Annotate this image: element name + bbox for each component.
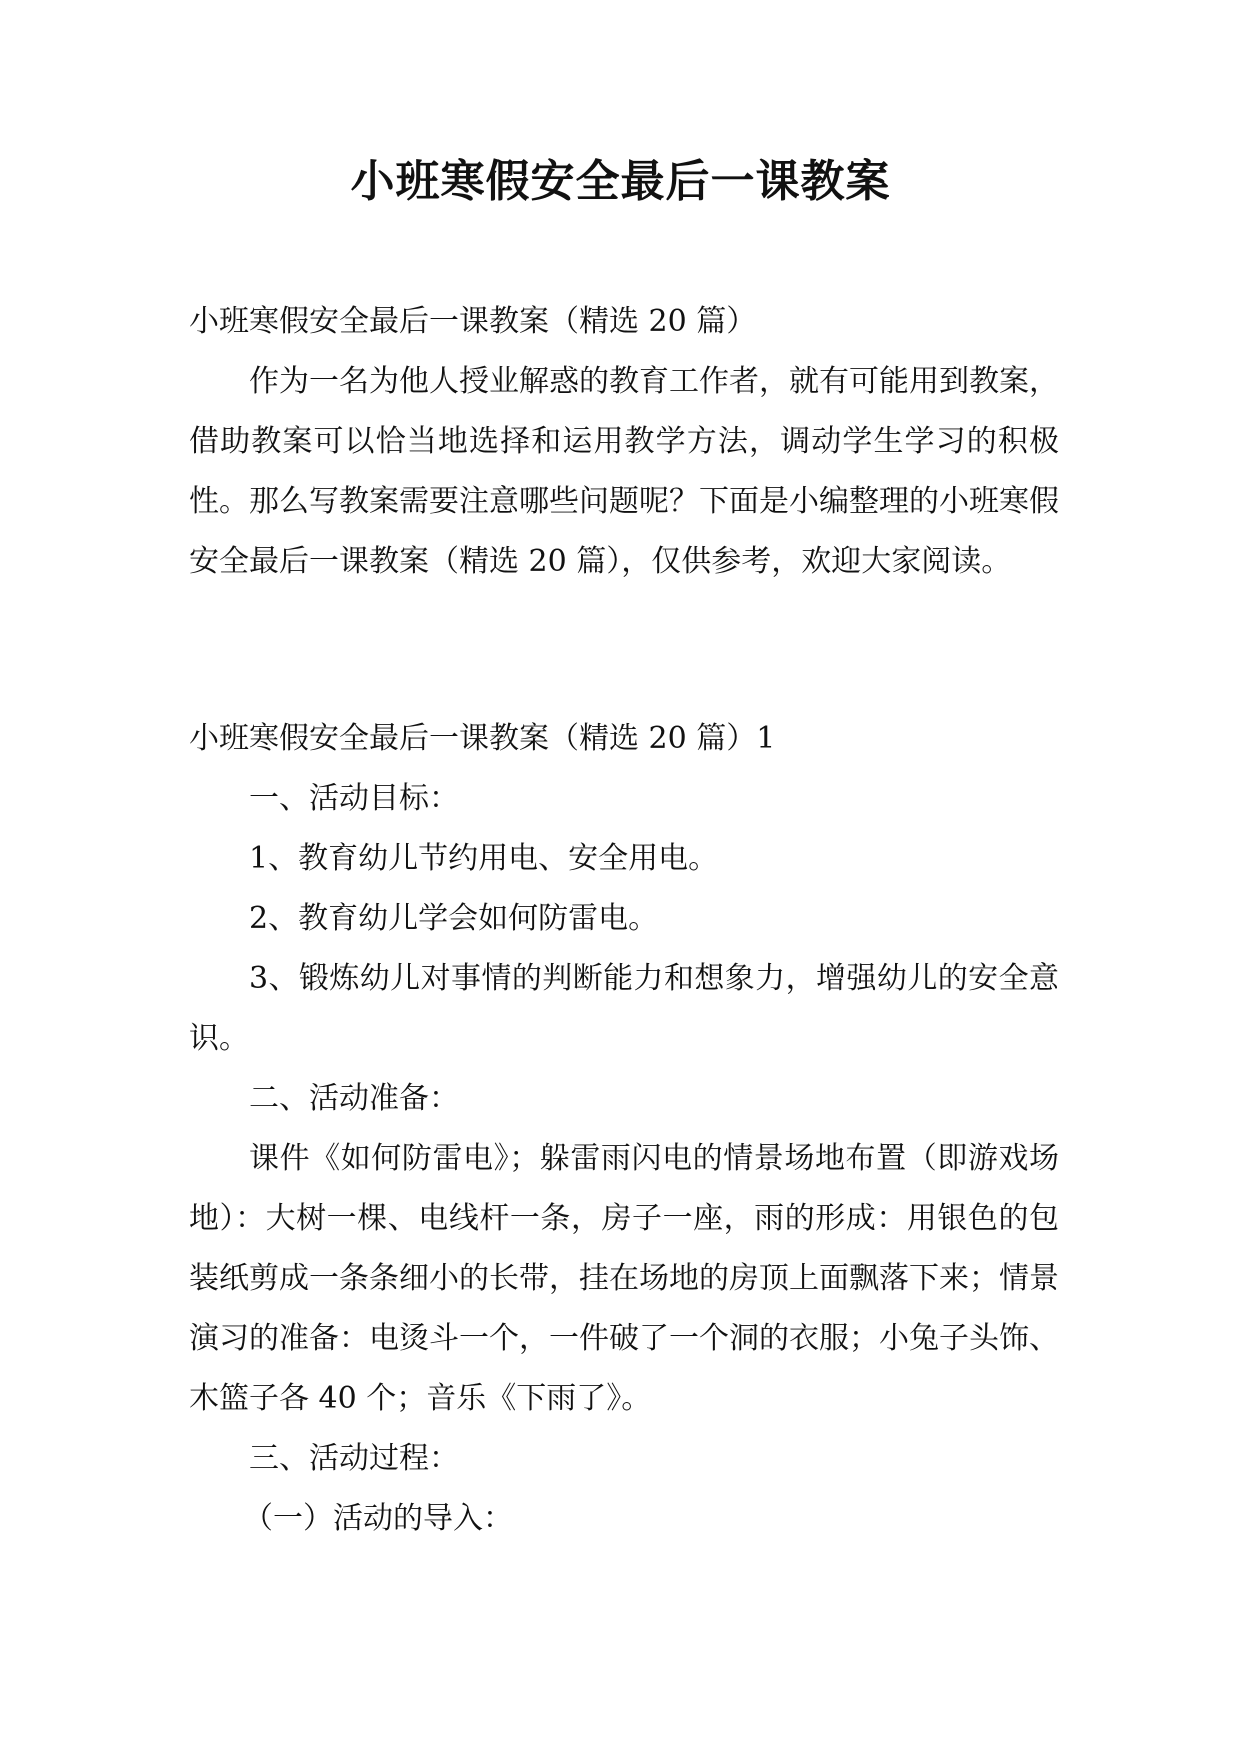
process-step-1: （一）活动的导入： <box>243 1501 513 1536</box>
section-spacer <box>189 592 1059 709</box>
preparation-paragraph: 课件《如何防雷电》；躲雷雨闪电的情景场地布置（即游戏场地）：大树一棵、电线杆一条，房子一座，雨的形成：用银色的包装纸剪成一条条细小的长带，挂在场地的房顶上面飘落下来；情景演习的准备：电烫斗一个，一件破了一个洞的衣服；小兔子头饰、木篮子各 40 个；音乐《下雨了》。 <box>189 1141 1059 1416</box>
heading-activity-preparation: 二、活动准备： <box>249 1081 459 1116</box>
goal-item-1: 1、教育幼儿节约用电、安全用电。 <box>249 841 719 876</box>
section-title: 小班寒假安全最后一课教案（精选 20 篇）1 <box>189 721 776 756</box>
heading-activity-goals: 一、活动目标： <box>249 781 459 816</box>
heading-activity-process: 三、活动过程： <box>249 1441 459 1476</box>
intro-paragraph: 作为一名为他人授业解惑的教育工作者，就有可能用到教案，借助教案可以恰当地选择和运用教学方法，调动学生学习的积极性。那么写教案需要注意哪些问题呢？下面是小编整理的小班寒假安全最后一课教案（精选 20 篇），仅供参考，欢迎大家阅读。 <box>189 364 1059 579</box>
subtitle-line: 小班寒假安全最后一课教案（精选 20 篇） <box>189 304 757 339</box>
goal-item-3: 3、锻炼幼儿对事情的判断能力和想象力，增强幼儿的安全意识。 <box>189 961 1059 1056</box>
goal-item-2: 2、教育幼儿学会如何防雷电。 <box>249 901 659 936</box>
document-body <box>189 292 1059 1549</box>
document-title: 小班寒假安全最后一课教案 <box>350 156 891 207</box>
